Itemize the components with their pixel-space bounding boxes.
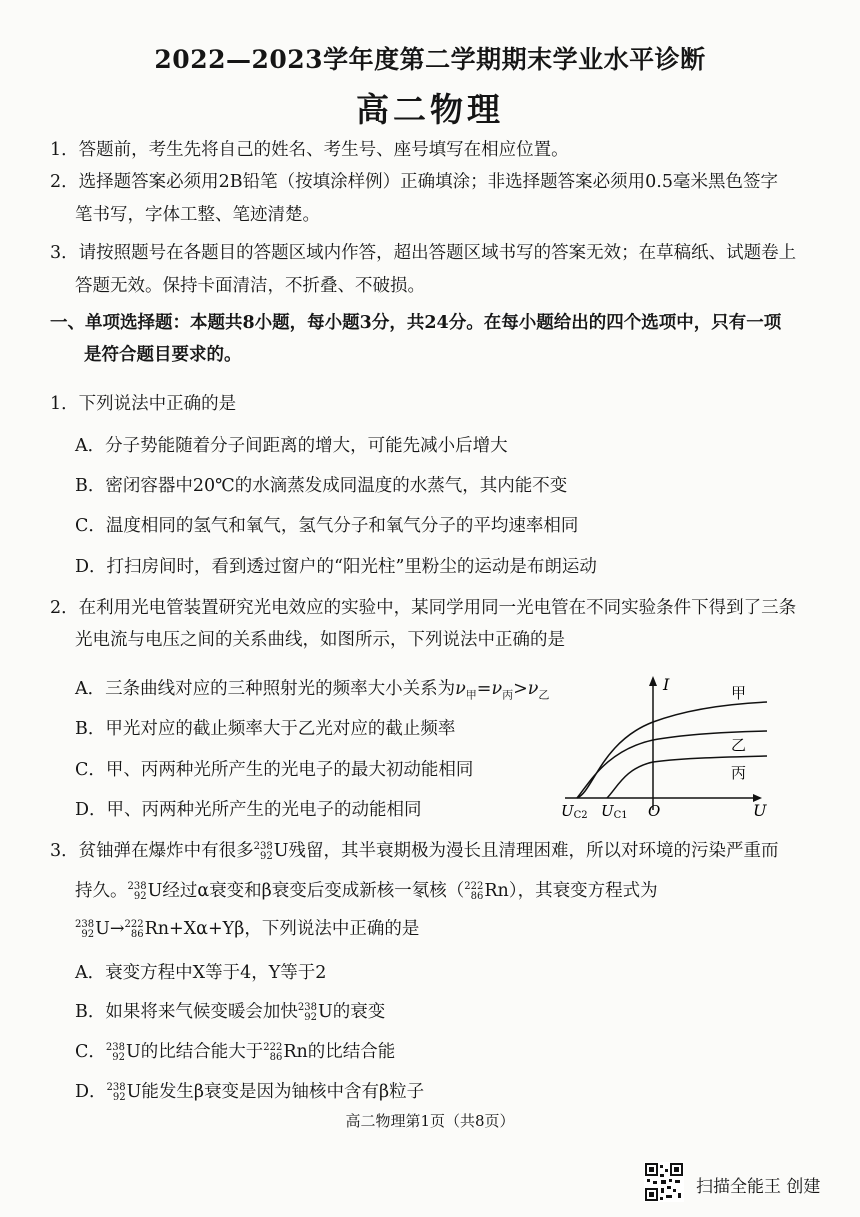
u238-isotope: 238 92 <box>127 880 147 902</box>
q1-option-c: C．温度相同的氢气和氧气，氢气分子和氧气分子的平均速率相同 <box>75 516 579 536</box>
instruction-2: 2．选择题答案必须用2B铅笔（按填涂样例）正确填涂；非选择题答案必须用0.5毫米黑色签字 <box>50 172 778 192</box>
exam-subject: 高二物理 <box>356 90 504 129</box>
uc2-label: UC2 <box>561 802 588 820</box>
q2-option-c: C．甲、丙两种光所产生的光电子的最大初动能相同 <box>75 760 474 780</box>
curve-bing-label: 丙 <box>731 764 747 782</box>
u238-isotope: 238 92 <box>75 918 95 940</box>
page-footer: 高二物理第1页（共8页） <box>345 1112 515 1130</box>
instruction-2-cont: 笔书写，字体工整、笔迹清楚。 <box>75 205 320 225</box>
q3-stem-line2: 持久。 238 92 U经过α衰变和β衰变后变成新核一氡核（ 222 86 Rn），其衰变方程式为 <box>75 880 658 902</box>
section-heading: 一、单项选择题：本题共8小题，每小题3分，共24分。在每小题给出的四个选项中，只有一项 <box>50 313 782 333</box>
q1-stem: 1．下列说法中正确的是 <box>50 394 237 414</box>
rn222-isotope: 222 86 <box>124 918 144 940</box>
x-axis-label: U <box>753 801 767 820</box>
instruction-1: 1．答题前，考生先将自己的姓名、考生号、座号填写在相应位置。 <box>50 140 569 160</box>
q2-stem-cont: 光电流与电压之间的关系曲线，如图所示，下列说法中正确的是 <box>75 630 565 650</box>
q1-option-d: D．打扫房间时，看到透过窗户的“阳光柱”里粉尘的运动是布朗运动 <box>75 557 597 577</box>
scanner-brand: 扫描全能王 创建 <box>696 1177 821 1197</box>
curve-jia-label: 甲 <box>731 684 747 702</box>
origin-label: O <box>648 802 661 820</box>
q3-option-c: C． 238 92 U的比结合能大于 222 86 Rn的比结合能 <box>75 1041 396 1063</box>
curve-yi-label: 乙 <box>731 736 747 754</box>
q2-option-b: B．甲光对应的截止频率大于乙光对应的截止频率 <box>75 719 456 739</box>
q3-option-b: B．如果将来气候变暖会加快 238 92 U的衰变 <box>75 1001 386 1023</box>
q1-option-a: A．分子势能随着分子间距离的增大，可能先减小后增大 <box>75 436 508 456</box>
u238-isotope: 238 92 <box>253 840 273 862</box>
uc1-label: UC1 <box>601 802 628 820</box>
q1-option-b: B．密闭容器中20℃的水滴蒸发成同温度的水蒸气，其内能不变 <box>75 476 568 496</box>
qr-code-icon <box>644 1162 684 1202</box>
u238-isotope: 238 92 <box>106 1081 126 1103</box>
u238-isotope: 238 92 <box>105 1041 125 1063</box>
q2-option-a: A．三条曲线对应的三种照射光的频率大小关系为$\nu_甲=\nu_丙>\nu_乙$ <box>75 679 550 702</box>
photocurrent-graph <box>555 670 785 820</box>
y-axis-arrow <box>649 676 657 686</box>
q3-stem: 3．贫铀弹在爆炸中有很多 238 92 U残留，其半衰期极为漫长且清理困难，所以对环境的污染严重而 <box>50 840 779 862</box>
exam-title: 2022—2023学年度第二学期期末学业水平诊断 <box>154 45 706 74</box>
section-heading-cont: 是符合题目要求的。 <box>84 345 242 365</box>
instruction-3: 3．请按照题号在各题目的答题区域内作答，超出答题区域书写的答案无效；在草稿纸、试题卷上 <box>50 243 797 263</box>
rn222-isotope: 222 86 <box>263 1041 283 1063</box>
q3-option-d: D． 238 92 U能发生β衰变是因为铀核中含有β粒子 <box>75 1081 425 1103</box>
q2-stem: 2．在利用光电管装置研究光电效应的实验中，某同学用同一光电管在不同实验条件下得到了三条 <box>50 598 797 618</box>
q3-equation: 238 92 U→ 222 86 Rn+Xα+Yβ，下列说法中正确的是 <box>75 918 420 940</box>
rn222-isotope: 222 86 <box>464 880 484 902</box>
y-axis-label: I <box>663 675 670 694</box>
q3-option-a: A．衰变方程中X等于4，Y等于2 <box>75 963 327 983</box>
instruction-3-cont: 答题无效。保持卡面清洁，不折叠、不破损。 <box>75 276 425 296</box>
q2-option-d: D．甲、丙两种光所产生的光电子的动能相同 <box>75 800 422 820</box>
u238-isotope: 238 92 <box>297 1001 317 1023</box>
